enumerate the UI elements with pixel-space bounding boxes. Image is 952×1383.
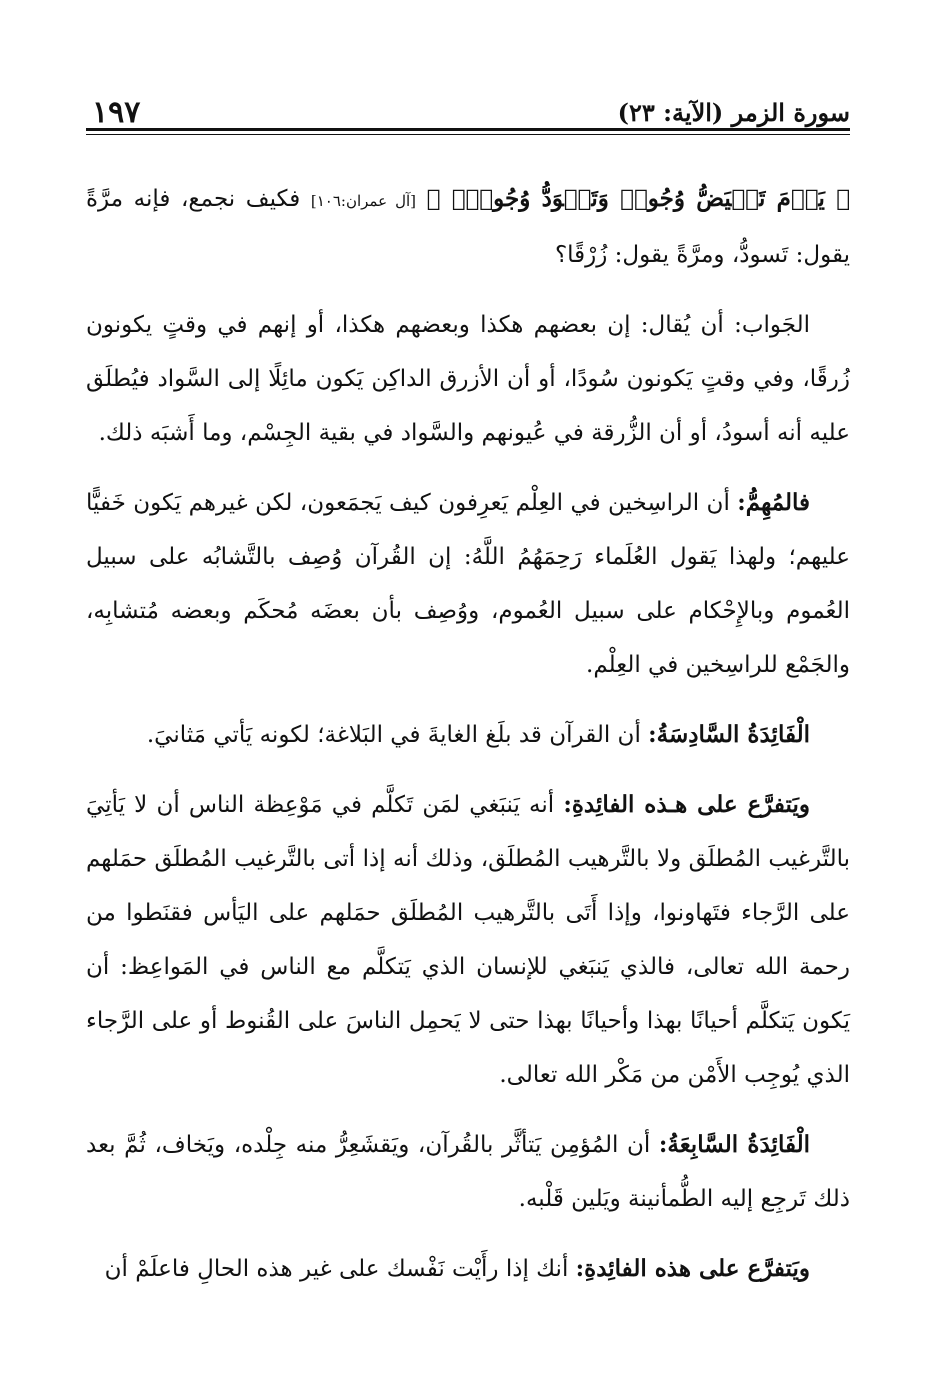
page-body (86, 172, 850, 1312)
paragraph-text: أن الراسِخين في العِلْم يَعرِفون كيف يَجمَعون، لكن غيرهم يَكون خَفيًّا عليهم؛ ولهذا يَقول العُلَماء رَحِمَهُمُ اللَّهُ: إن القُرآن وُصِف بالتَّشابُه على سبيل العُموم وبالإِحْكام على سبيل العُموم، ووُصِف بأن بعضَه مُحكَم وبعضه مُتشابِه، والجَمْع للراسِخين في العِلْم. (86, 490, 850, 678)
page-number: ١٩٧ (92, 95, 141, 130)
verse-reference: [آل عمران:١٠٦] (310, 192, 416, 210)
paragraph-text: أنك إذا رأَيْت نَفْسك على غير هذه الحالِ فاعلَمْ أن (104, 1256, 569, 1282)
paragraph-2 (86, 298, 850, 460)
paragraph-5 (86, 778, 850, 1102)
quran-verse: ﴿ يَوۡمَ تَبۡيَضُّ وُجُوهٞ وَتَسۡوَدُّ وُجُوهٞۚ ﴾ (426, 185, 851, 212)
paragraph-lead: الْفَائِدَةُ السَّابِعَةُ: (658, 1131, 810, 1158)
paragraph-lead: الْفَائِدَةُ السَّادِسَةُ: (648, 721, 810, 748)
paragraph-lead: ويَتفرَّع على هـذه الفائِدةِ: (563, 791, 811, 818)
paragraph-6 (86, 1118, 850, 1226)
paragraph-7 (86, 1242, 850, 1296)
paragraph-text: أن القرآن قد بلَغ الغايةَ في البَلاغة؛ لكونه يَأتي مَثانيَ. (146, 722, 641, 748)
running-title: سورة الزمر (الآية: ٢٣) (617, 98, 850, 127)
header-rule (86, 128, 850, 131)
paragraph-4 (86, 708, 850, 762)
header-rule-thin (86, 134, 850, 135)
paragraph-text: أن المُؤمِن يَتأثَّر بالقُرآن، ويَقشَعِرُّ منه جِلْده، ويَخاف، ثُمَّ بعد ذلك تَرجِع إليه الطُّمأنينة ويَلين قَلْبه. (86, 1132, 850, 1212)
page-header (86, 96, 850, 130)
paragraph-lead: فالمُهِمُّ: (737, 489, 811, 516)
paragraph-text: الجَواب: أن يُقال: إن بعضهم هكذا وبعضهم هكذا، أو إنهم في وقتٍ يكونون زُرقًا، وفي وقتٍ يَكونون سُودًا، أو أن الأزرق الداكِن يَكون مائِلًا إلى السَّواد فيُطلَق عليه أنه أسودُ، أو أن الزُّرقة في عُيونهم والسَّواد في بقية الجِسْم، وما أَشبَه ذلك. (86, 312, 850, 446)
paragraph-1 (86, 172, 850, 282)
paragraph-lead: ويَتفرَّع على هذه الفائِدةِ: (575, 1255, 810, 1282)
paragraph-3 (86, 476, 850, 692)
paragraph-text: أنه يَنبَغي لمَن تَكلَّم في مَوْعِظة الناس أن لا يَأتِيَ بالتَّرغيب المُطلَق ولا بالتَّرهيب المُطلَق، وذلك أنه إذا أتى بالتَّرغيب المُطلَق حمَلهم على الرَّجاء فتَهاونوا، وإذا أَتَى بالتَّرهيب المُطلَق حمَلهم على اليَأس فقنَطوا من رحمة الله تعالى، فالذي يَنبَغي للإنسان الذي يَتكلَّم مع الناس في المَواعِظ: أن يَكون يَتكلَّم أحيانًا بهذا وأحيانًا بهذا حتى لا يَحمِل الناسَ على القُنوط أو على الرَّجاء الذي يُوجِب الأَمْن من مَكْر الله تعالى. (86, 792, 850, 1088)
paragraph-text: فكيف نجمع، فإنه مرَّةً يقول: تَسودُّ، ومرَّةً يقول: زُرْقًا؟ (86, 186, 850, 268)
